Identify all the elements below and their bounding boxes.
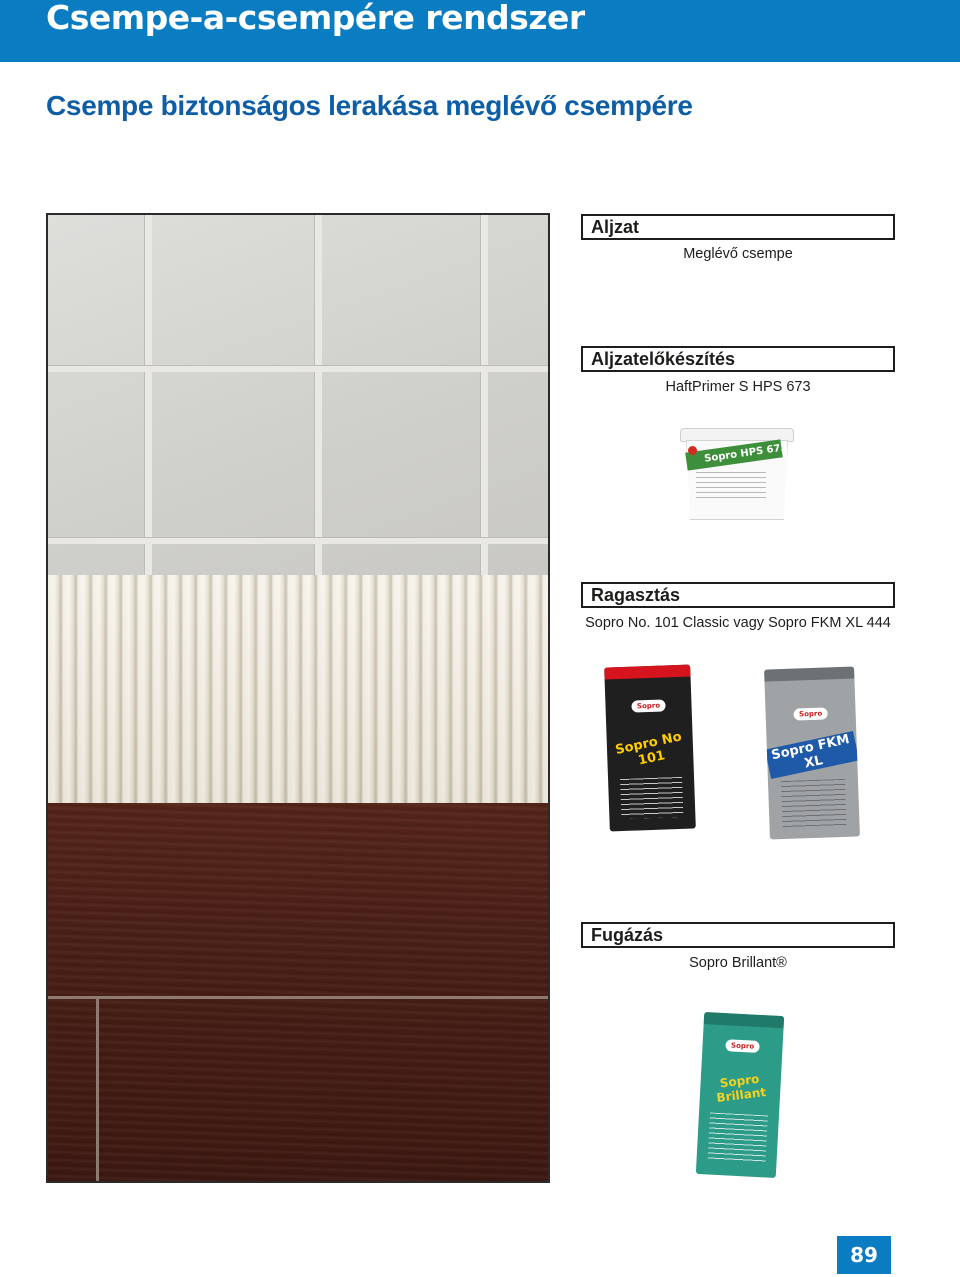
section-value-fugazas: Sopro Brillant® bbox=[689, 955, 787, 971]
tile-joint bbox=[48, 365, 548, 372]
section-value-ragasztas: Sopro No. 101 Classic vagy Sopro FKM XL 444 bbox=[585, 615, 891, 631]
hps673-bucket-image bbox=[680, 428, 794, 520]
fkm-xl-bag-image bbox=[764, 666, 860, 839]
section-label-fugazas: Fugázás bbox=[581, 922, 895, 948]
wood-look-tile-layer bbox=[48, 803, 548, 1181]
combed-adhesive-layer bbox=[48, 575, 548, 803]
bag-brand-text: Sopro No 101 bbox=[614, 729, 684, 769]
layer-system-photo bbox=[46, 213, 550, 1183]
brillant-bag-image bbox=[696, 1012, 784, 1178]
section-value-aljzat: Meglévő csempe bbox=[683, 246, 793, 262]
bucket-band-text: Sopro HPS 673 bbox=[703, 442, 789, 465]
no101-bag-image bbox=[604, 665, 696, 832]
section-label-ragasztas: Ragasztás bbox=[581, 582, 895, 608]
page-subtitle: Csempe biztonságos lerakása meglévő csempére bbox=[46, 90, 693, 121]
bag-fine-print bbox=[620, 777, 683, 819]
bag-top-stripe bbox=[764, 666, 854, 681]
header-bar bbox=[0, 0, 960, 62]
page-number: 89 bbox=[837, 1236, 891, 1274]
header-title: Csempe-a-csempére rendszer bbox=[46, 0, 585, 37]
sopro-logo-icon: Sopro bbox=[631, 699, 665, 712]
bag-brand-text: Sopro Brillant bbox=[715, 1071, 767, 1105]
bag-brand-text: Sopro FKM XL bbox=[765, 731, 859, 779]
sopro-logo-icon: Sopro bbox=[793, 707, 827, 720]
bag-top-stripe bbox=[604, 665, 690, 680]
grout-joint bbox=[96, 999, 99, 1181]
tile-joint bbox=[480, 215, 488, 575]
sopro-logo-icon: Sopro bbox=[725, 1039, 760, 1053]
section-label-aljzat: Aljzat bbox=[581, 214, 895, 240]
bucket-fine-print bbox=[696, 472, 766, 500]
existing-tile-layer bbox=[48, 215, 548, 575]
tile-joint bbox=[314, 215, 322, 575]
bucket-badge-icon bbox=[688, 446, 697, 455]
section-value-aljzatelokeszites: HaftPrimer S HPS 673 bbox=[665, 379, 811, 395]
tile-joint bbox=[48, 537, 548, 544]
bag-fine-print bbox=[781, 779, 847, 827]
section-label-aljzatelokeszites: Aljzatelőkészítés bbox=[581, 346, 895, 372]
bag-top-stripe bbox=[704, 1012, 785, 1028]
grout-joint bbox=[48, 996, 548, 999]
tile-joint bbox=[144, 215, 152, 575]
bag-fine-print bbox=[708, 1112, 768, 1163]
